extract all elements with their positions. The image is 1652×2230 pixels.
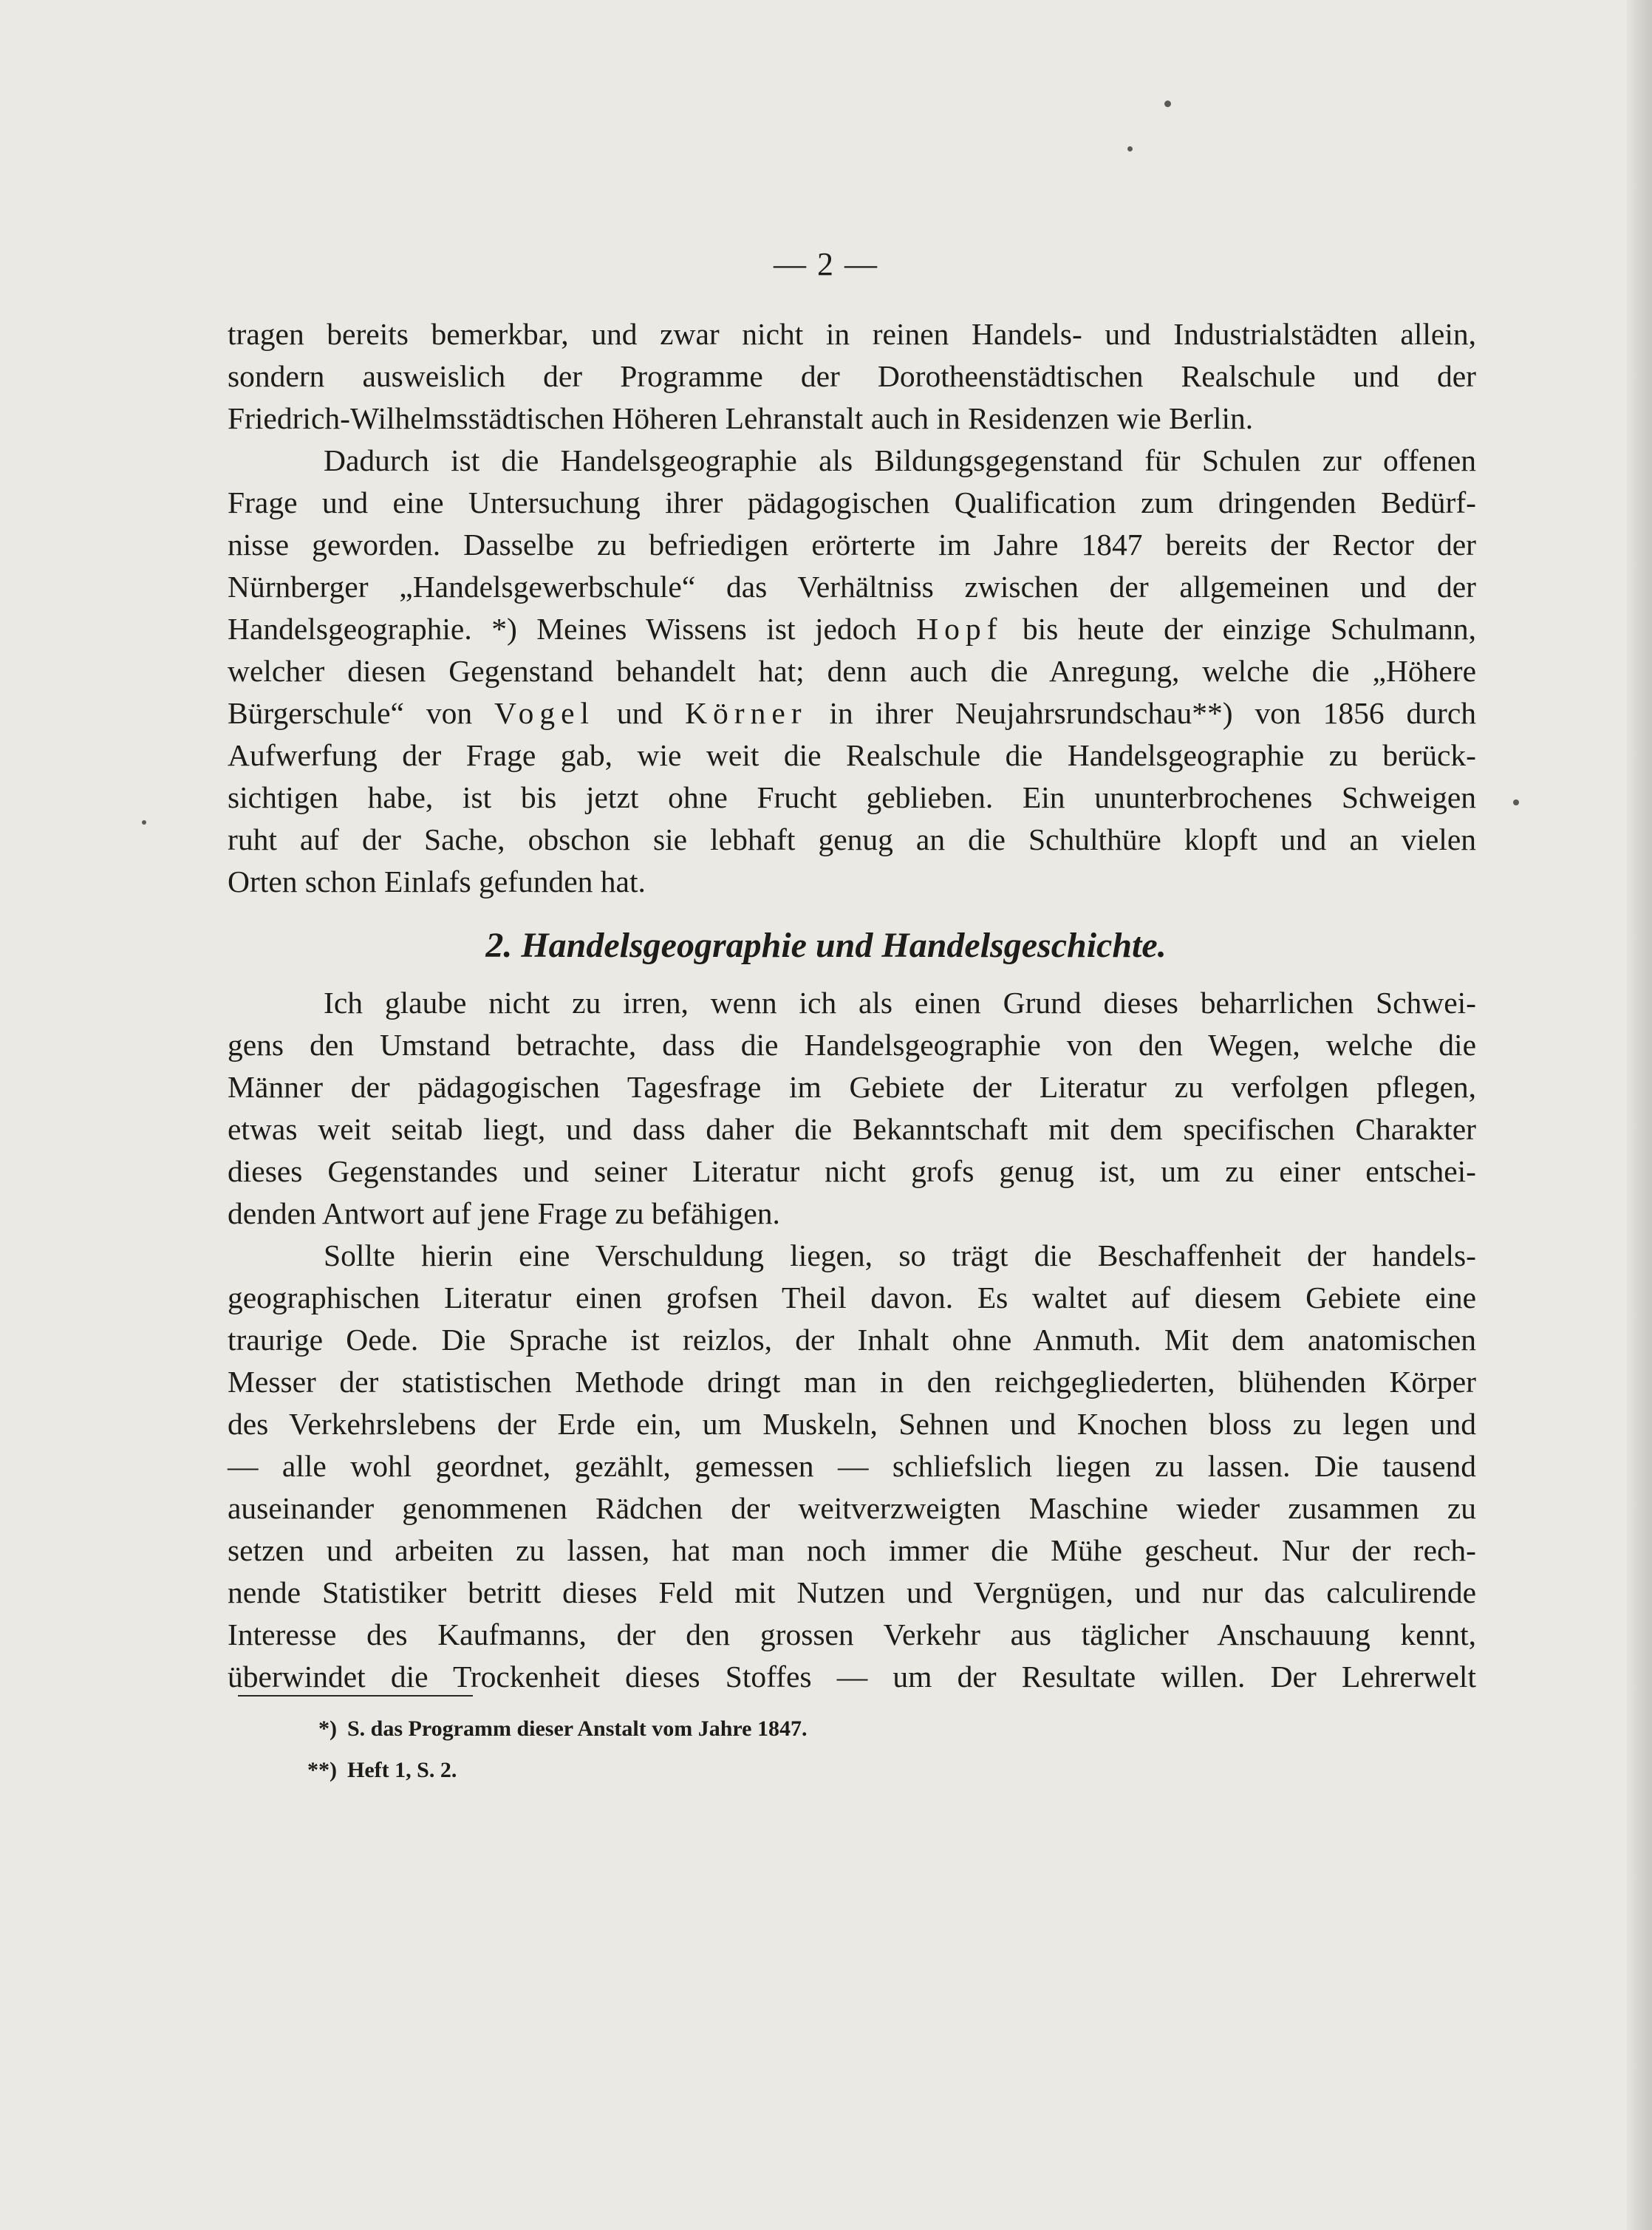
text-line <box>228 692 1476 734</box>
text-segment: Bürgerschule“ von <box>228 696 494 730</box>
text-line: Männer der pädagogischen Tagesfrage im Gebiete der Literatur zu verfolgen pflegen, <box>228 1070 1476 1104</box>
text-line: Messer der statistischen Methode dringt man in den reichgegliederten, blühenden Körper <box>228 1365 1476 1399</box>
text-segment: und <box>595 696 686 730</box>
text-segment: bis heute der einzige Schulmann, <box>1003 612 1477 646</box>
text-line: Aufwerfung der Frage gab, wie weit die Realschule die Handelsgeographie zu berück- <box>228 738 1476 772</box>
body-text-section-2 <box>228 982 1476 1698</box>
ink-speck <box>142 820 146 825</box>
text-segment: Handelsgeographie. *) Meines Wissens ist jedoch <box>228 612 917 646</box>
text-line: nisse geworden. Dasselbe zu befriedigen erörterte im Jahre 1847 bereits der Rector der <box>228 528 1476 562</box>
text-line: überwindet die Trockenheit dieses Stoffes — um der Resultate willen. Der Lehrerwelt <box>228 1660 1476 1694</box>
paragraph <box>228 440 1476 903</box>
text-line: tragen bereits bemerkbar, und zwar nicht in reinen Handels- und Industrialstädten allein, <box>228 317 1476 351</box>
text-line: Ich glaube nicht zu irren, wenn ich als einen Grund dieses beharrlichen Schwei- <box>324 986 1476 1020</box>
footnote-mark: **) <box>307 1758 337 1782</box>
footnotes <box>281 1708 808 1791</box>
text-line: nende Statistiker betritt dieses Feld mit Nutzen und Vergnügen, und nur das calculirende <box>228 1575 1476 1609</box>
text-line: Sollte hierin eine Verschuldung liegen, so trägt die Beschaffenheit der handels- <box>324 1238 1476 1272</box>
footnote-text: Heft 1, S. 2. <box>347 1758 457 1782</box>
text-line: des Verkehrslebens der Erde ein, um Muskeln, Sehnen und Knochen bloss zu legen und <box>228 1407 1476 1441</box>
body-text-section-1 <box>228 313 1476 903</box>
text-line: denden Antwort auf jene Frage zu befähigen. <box>228 1196 780 1230</box>
text-line: — alle wohl geordnet, gezählt, gemessen — schliefslich liegen zu lassen. Die tausend <box>228 1449 1476 1483</box>
text-line: Friedrich-Wilhelmsstädtischen Höheren Lehranstalt auch in Residenzen wie Berlin. <box>228 401 1254 435</box>
text-line: ruht auf der Sache, obschon sie lebhaft genug an die Schulthüre klopft und an vielen <box>228 822 1476 856</box>
ink-speck <box>1164 100 1171 107</box>
page-edge-shadow <box>1627 0 1652 2230</box>
paragraph <box>228 313 1476 440</box>
spaced-name-vogel: Vogel <box>494 696 595 730</box>
section-heading: 2. Handelsgeographie und Handelsgeschichte. <box>485 926 1167 965</box>
text-line: auseinander genommenen Rädchen der weitverzweigten Maschine wieder zusammen zu <box>228 1491 1476 1525</box>
spaced-name-koerner: Körner <box>685 696 808 730</box>
paragraph <box>228 982 1476 1235</box>
text-line: sichtigen habe, ist bis jetzt ohne Frucht geblieben. Ein ununterbrochenes Schweigen <box>228 780 1476 814</box>
text-line: Frage und eine Untersuchung ihrer pädagogischen Qualification zum dringenden Bedürf- <box>228 485 1476 519</box>
text-line: traurige Oede. Die Sprache ist reizlos, der Inhalt ohne Anmuth. Mit dem anatomischen <box>228 1323 1476 1357</box>
text-line: Orten schon Einlafs gefunden hat. <box>228 865 646 899</box>
ink-speck <box>1513 799 1519 805</box>
text-line <box>228 608 1476 650</box>
footnote-mark: *) <box>318 1716 337 1741</box>
text-line: Dadurch ist die Handelsgeographie als Bildungsgegenstand für Schulen zur offenen <box>324 443 1476 477</box>
footnote <box>281 1708 808 1750</box>
text-line: setzen und arbeiten zu lassen, hat man noch immer die Mühe gescheut. Nur der rech- <box>228 1533 1476 1567</box>
paragraph <box>228 1235 1476 1698</box>
footnote-text: S. das Programm dieser Anstalt vom Jahre 1847. <box>347 1716 808 1741</box>
text-line: gens den Umstand betrachte, dass die Handelsgeographie von den Wegen, welche die <box>228 1028 1476 1062</box>
text-line: etwas weit seitab liegt, und dass daher die Bekanntschaft mit dem specifischen Charakter <box>228 1112 1476 1146</box>
text-line: geographischen Literatur einen grofsen Theil davon. Es waltet auf diesem Gebiete eine <box>228 1281 1476 1315</box>
text-line: Interesse des Kaufmanns, der den grossen Verkehr aus täglicher Anschauung kennt, <box>228 1617 1476 1651</box>
spaced-name-hopf: Hopf <box>916 612 1003 646</box>
text-line: Nürnberger „Handelsgewerbschule“ das Verhältniss zwischen der allgemeinen und der <box>228 570 1476 604</box>
text-line: dieses Gegenstandes und seiner Literatur nicht grofs genug ist, um zu einer entschei- <box>228 1154 1476 1188</box>
footnote <box>281 1750 808 1791</box>
text-segment: in ihrer Neujahrsrundschau**) von 1856 durch <box>807 696 1476 730</box>
footnote-divider <box>238 1695 473 1697</box>
ink-speck <box>1127 146 1133 151</box>
text-line: sondern ausweislich der Programme der Dorotheenstädtischen Realschule und der <box>228 359 1476 393</box>
text-line: welcher diesen Gegenstand behandelt hat; denn auch die Anregung, welche die „Höhere <box>228 654 1476 688</box>
page-number: — 2 — <box>774 246 878 282</box>
